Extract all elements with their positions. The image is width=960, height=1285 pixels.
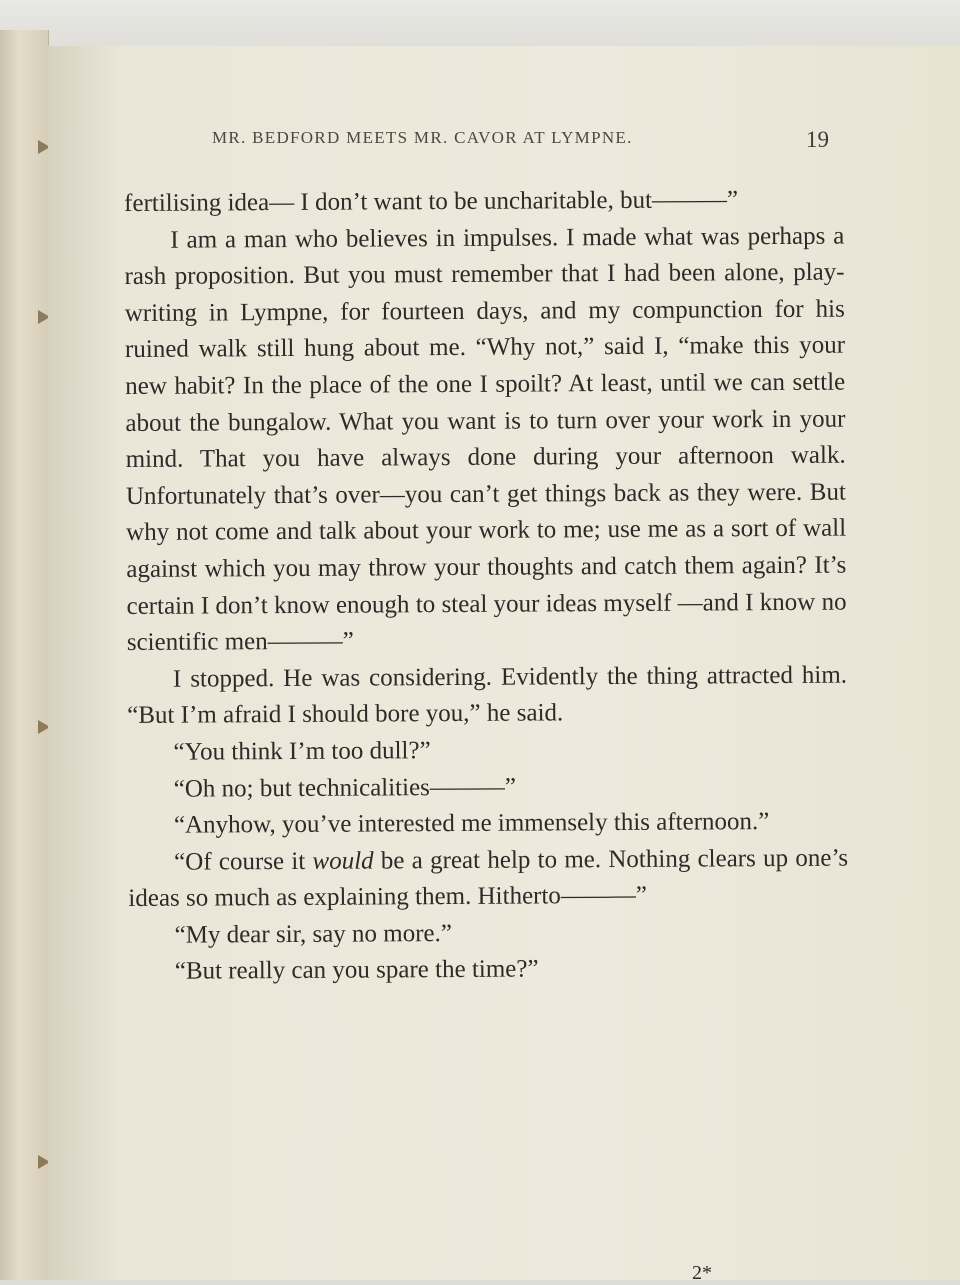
paragraph-text: “Of course it xyxy=(174,847,313,876)
body-text xyxy=(124,182,849,991)
signature-mark: 2* xyxy=(692,1262,712,1284)
paragraph: fertilising idea— I don’t want to be uncharitable, but———” xyxy=(124,186,739,217)
paragraph: “Anyhow, you’ve interested me immensely this afternoon.” xyxy=(173,808,770,839)
paragraph: “But really can you spare the time?” xyxy=(174,955,539,986)
paragraph: “Oh no; but technicalities———” xyxy=(173,773,517,803)
paragraph-text: be a great help to me. Nothing clears up one’s ideas so much as explaining them. Hitherto———” xyxy=(128,844,849,913)
emphasized-word: would xyxy=(312,847,374,875)
page-number: 19 xyxy=(806,127,829,152)
paragraph: I am a man who believes in impulses. I made what was perhaps a rash proposition. But you must remember that I had been alone, play-writing in Lympne, for fourteen days, and my compunction for his ruined walk still hung about me. “Why not,” said I, “make this your new habit? In the place of the one I spoilt? At least, until we can settle about the bungalow. What you want is to turn over your work in your mind. That you have always done during your afternoon walk. Unfortunately that’s over—you can’t get things back as they were. But why not come and talk about your work to me; use me as a sort of wall against which you may throw your thoughts and catch them again? It’s certain I don’t know enough to steal your ideas myself —and I know no scientific men———” xyxy=(124,222,847,657)
paragraph: “You think I’m too dull?” xyxy=(173,737,431,766)
paragraph xyxy=(128,840,848,918)
paragraph: I stopped. He was considering. Evidently the thing attracted him. “But I’m afraid I should bore you,” he said. xyxy=(127,661,848,730)
running-title: MR. BEDFORD MEETS MR. CAVOR AT LYMPNE. xyxy=(212,128,633,147)
paragraph: “My dear sir, say no more.” xyxy=(174,919,453,949)
facing-page-edge xyxy=(0,30,49,1280)
